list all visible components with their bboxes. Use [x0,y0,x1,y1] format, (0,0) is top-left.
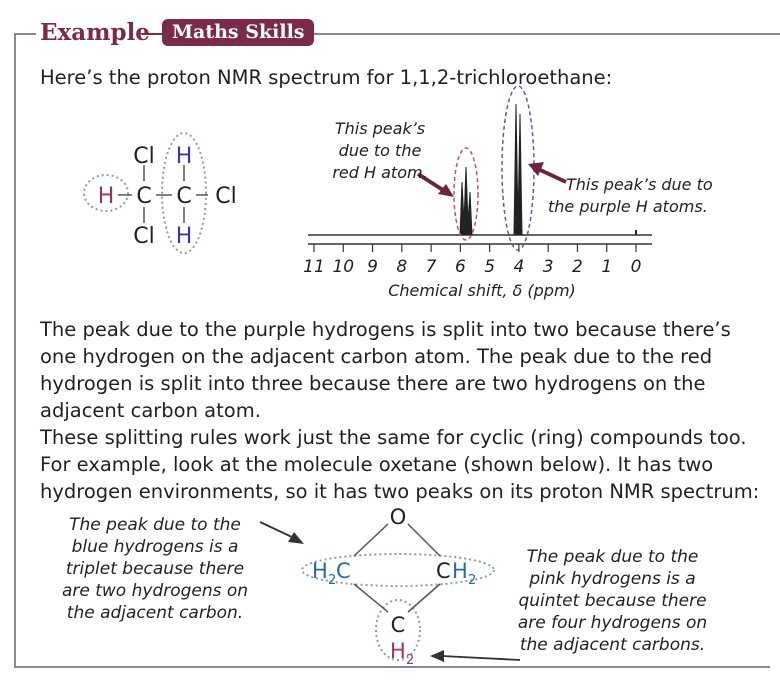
annotation-purple-line2: the purple H atoms. [548,197,708,216]
atom-h-bottom: H [175,224,193,249]
axis-label: Chemical shift, δ (ppm) [388,281,576,300]
axis-tick-label: 3 [542,257,554,277]
axis-tick-label: 1 [601,257,613,277]
note-left-line1: The peak due to the [69,515,241,535]
heading-connector [142,33,164,35]
para2-line2: For example, look at the molecule oxetane (shown below). It has two [40,453,714,476]
para1-line3: hydrogen is split into three because there are two hydrogens on the [40,372,706,395]
axis-tick-label: 8 [396,257,408,277]
oxetane-structure [250,500,520,670]
para1-line4: adjacent carbon atom. [40,399,261,422]
trichloroethane-structure [80,125,260,265]
note-left-line4: are two hydrogens on [61,581,249,601]
atom-h2-bottom-sub: 2 [406,653,415,668]
para2-line1: These splitting rules work just the same for cyclic (ring) compounds too. [40,426,747,449]
doublet-peak [510,104,526,235]
arrow-left [260,522,294,538]
axis-tick-label: 0 [630,257,642,277]
note-left-line5: the adjacent carbon. [66,603,244,623]
nmr-spectrum [296,82,713,302]
note-left-line2: blue hydrogens is a [71,537,239,557]
atom-c-right: C [176,184,192,209]
annotation-red-line2: due to the [338,141,422,160]
maths-skills-badge: Maths Skills [162,19,314,46]
atom-ch2-sub: 2 [468,573,477,588]
para1-line1: The peak due to the purple hydrogens is split into two because there’s [40,318,731,341]
para-cyclic-compounds [40,424,759,505]
atom-h2c-c: C [336,559,351,583]
annotation-red-line1: This peak’s [334,119,426,138]
atom-cl-right: Cl [215,184,237,209]
axis-tick-label: 4 [513,257,525,277]
annotation-red-line3: red H atom. [332,163,428,182]
atom-o: O [389,505,407,529]
atom-cl-top: Cl [133,144,155,169]
note-right-line1: The peak due to the [526,547,699,567]
atom-ch2-c: C [436,559,451,583]
axis-tick-label: 11 [303,257,325,277]
note-right-line2: pink hydrogens is a [529,569,696,589]
axis-tick-label: 7 [425,257,437,277]
axis-ticks [314,244,636,252]
triplet-peak [456,167,476,235]
note-right-line3: quintet because there [518,591,707,611]
axis-tick-label: 2 [572,257,583,277]
atom-h2c-sub: 2 [328,573,337,588]
axis-tick-label: 9 [367,257,378,277]
para2-line3: hydrogen environments, so it has two peaks on its proton NMR spectrum: [40,480,760,503]
axis-tick-label: 5 [484,257,496,277]
para1-line2: one hydrogen on the adjacent carbon atom. The peak due to the red [40,345,713,368]
annotation-purple-line1: This peak’s due to [566,175,713,194]
axis-tick-label: 10 [332,257,355,277]
atom-h-top: H [175,144,193,169]
atom-ch2-h: H [452,559,468,583]
atom-c-bottom: C [390,613,406,637]
note-right-line5: the adjacent carbons. [519,635,706,655]
atom-c-left: C [136,184,152,209]
example-heading: Example [36,18,156,48]
atom-h2c-h: H [312,559,328,583]
atom-h2-bottom-h: H [390,639,406,663]
axis-tick-label: 6 [454,257,466,277]
axis-tick-labels [303,257,641,277]
box-left-border [14,33,16,667]
note-blue-hydrogens [50,514,260,624]
atom-h-left: H [97,184,115,209]
atom-cl-bottom: Cl [133,224,155,249]
para-splitting-explanation [40,316,731,424]
note-right-line4: are four hydrogens on [517,613,708,633]
note-pink-hydrogens [505,546,720,656]
arrow-right [442,656,520,660]
note-left-line3: triplet because there [65,559,245,579]
intro-text: Here’s the proton NMR spectrum for 1,1,2-trichloroethane: [40,66,613,89]
